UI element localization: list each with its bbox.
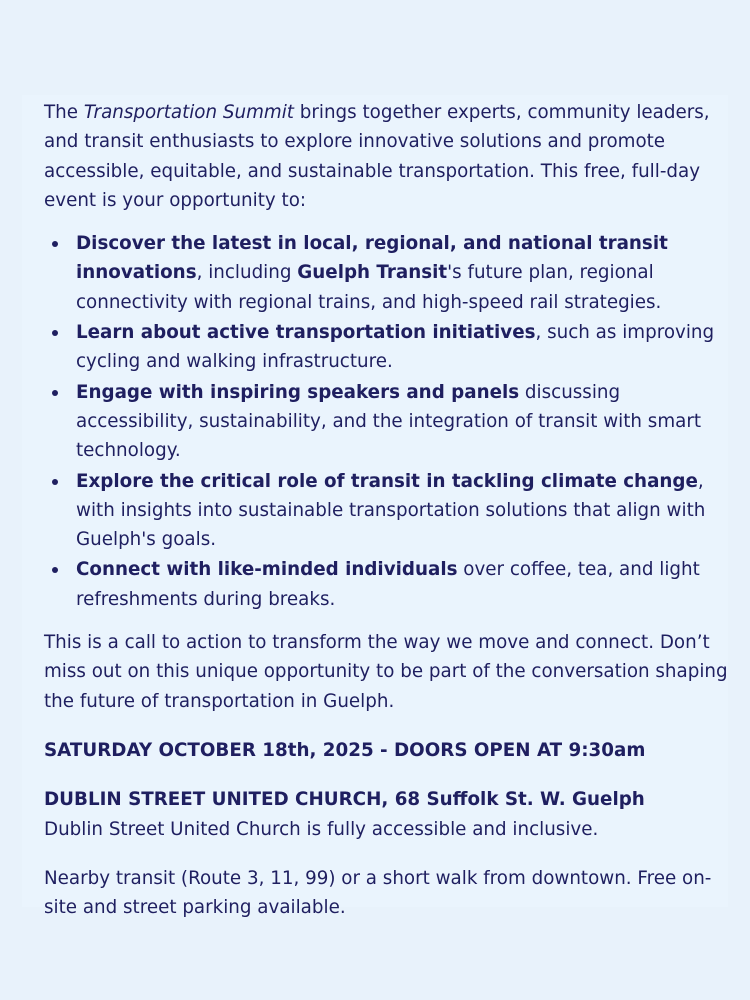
bullet-text: , such as improving cycling and walking infrastructure. xyxy=(76,322,715,373)
list-item xyxy=(76,555,734,614)
list-item xyxy=(76,229,734,317)
bullet-bold-text: Engage with inspiring speakers and panels xyxy=(76,381,520,403)
bullet-icon xyxy=(52,567,58,573)
intro-text: brings together experts, community leaders, and transit enthusiasts to explore innovative solutions and promote accessible, equitable, and sustainable transportation. This free, full-day event is your opportunity to: xyxy=(44,102,710,211)
event-description xyxy=(44,98,734,922)
bullet-icon xyxy=(52,330,58,336)
bullet-bold-text: Discover the latest in local, regional, and national transit innovations xyxy=(76,233,668,284)
transit-note: Nearby transit (Route 3, 11, 99) or a short walk from downtown. Free on-site and street parking available. xyxy=(44,867,712,919)
event-name: Transportation Summit xyxy=(83,102,294,123)
event-date: SATURDAY OCTOBER 18th, 2025 - DOORS OPEN AT 9:30am xyxy=(44,739,646,761)
bullet-bold-text: Learn about active transportation initiatives xyxy=(76,322,536,344)
intro-paragraph xyxy=(44,98,734,215)
bullet-icon xyxy=(52,479,58,485)
bullet-text: , with insights into sustainable transportation solutions that align with Guelph's goals. xyxy=(76,470,706,551)
benefits-list xyxy=(44,229,734,614)
bullet-bold-text: Explore the critical role of transit in tackling climate change xyxy=(76,470,698,492)
call-to-action: This is a call to action to transform the way we move and connect. Don’t miss out on this unique opportunity to be part of the conversation shaping the future of transportation in Guelph. xyxy=(44,632,728,712)
bullet-bold-text: Connect with like-minded individuals xyxy=(76,559,458,581)
bullet-text: discussing accessibility, sustainability, and the integration of transit with smart technology. xyxy=(76,381,702,462)
list-item xyxy=(76,467,734,555)
list-item xyxy=(76,318,734,377)
bullet-icon xyxy=(52,390,58,396)
venue-address: DUBLIN STREET UNITED CHURCH, 68 Suffolk St. W. Guelph xyxy=(44,789,645,811)
intro-prefix: The xyxy=(44,102,84,123)
bullet-text: over coffee, tea, and light refreshments during breaks. xyxy=(76,559,700,610)
bullet-bold-text: Guelph Transit xyxy=(297,262,448,284)
venue-accessibility-note: Dublin Street United Church is fully accessible and inclusive. xyxy=(44,818,599,840)
bullet-text: , including xyxy=(196,262,298,284)
bullet-text: 's future plan, regional connectivity with regional trains, and high-speed rail strategies. xyxy=(76,262,662,313)
bullet-icon xyxy=(52,241,58,247)
list-item xyxy=(76,378,734,466)
